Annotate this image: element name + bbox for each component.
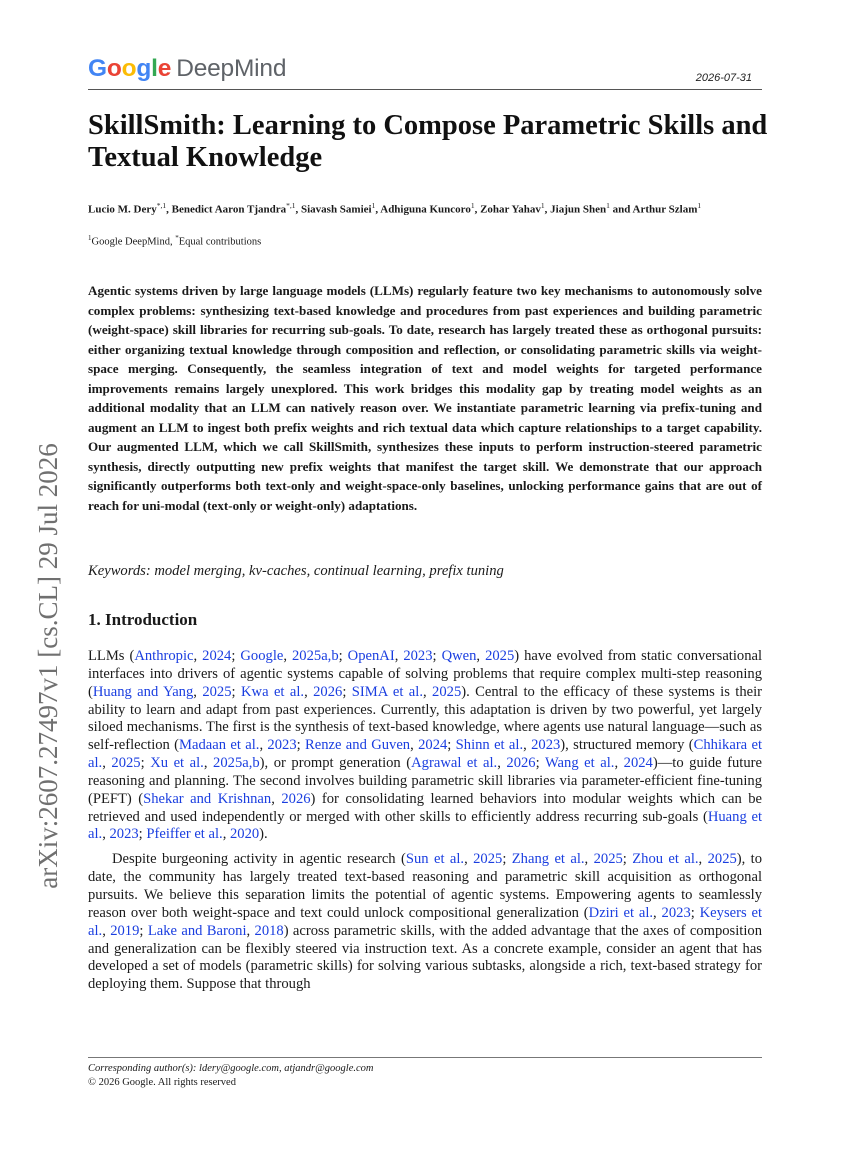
body-paragraph: LLMs (Anthropic, 2024; Google, 2025a,b; OpenAI, 2023; Qwen, 2025) have evolved from static conversational interfaces into drivers of agentic systems capable of solving problems that require complex multi-step reasoning (Huang and Yang, 2025; Kwa et al., 2026; SIMA et al., 2025). Central to the efficacy of these systems is their ability to learn and adapt from past experiences. Currently, this adaptation is driven by two powerful, yet largely siloed mechanisms. The first is the synthesis of text-based knowledge, where agents use natural language—such as self-reflection (Madaan et al., 2023; Renze and Guven, 2024; Shinn et al., 2023), structured memory (Chhikara et al., 2025; Xu et al., 2025a,b), or prompt generation (Agrawal et al., 2026; Wang et al., 2024)—to guide future reasoning and planning. The second involves building parametric skill libraries via parameter-efficient fine-tuning (PEFT) (Shekar and Krishnan, 2026) for consolidating learned behaviors into modular weights which can be retrieved and used independently or merged with other skills to efficiently address recurring sub-goals (Huang et al., 2023; Pfeiffer et al., 2020). bbox=[88, 648, 763, 843]
citation-link[interactable]: 2025 bbox=[593, 851, 623, 868]
citation-link[interactable]: Shekar and Krishnan bbox=[143, 790, 272, 807]
header-rule bbox=[88, 89, 762, 90]
citation-link[interactable]: Chhikara et al. bbox=[88, 737, 763, 772]
google-logo-letter: G bbox=[88, 55, 107, 82]
affiliation-text: Google DeepMind, bbox=[91, 236, 176, 248]
citation-link[interactable]: 2026 bbox=[313, 683, 343, 700]
citation-link[interactable]: 2023 bbox=[531, 737, 561, 754]
author-affiliation-mark: 1 bbox=[371, 201, 376, 210]
corresponding-authors: Corresponding author(s): ldery@google.com, atjandr@google.com bbox=[88, 1063, 374, 1074]
citation-link[interactable]: Sun et al. bbox=[405, 851, 465, 868]
copyright-notice: © 2026 Google. All rights reserved bbox=[88, 1077, 236, 1088]
citation-link[interactable]: 2025a,b bbox=[292, 648, 339, 664]
author-affiliation-mark: 1 bbox=[540, 201, 545, 210]
citation-link[interactable]: Zhang et al. bbox=[511, 851, 585, 868]
citation-link[interactable]: Dziri et al. bbox=[588, 904, 654, 921]
author-name: Lucio M. Dery bbox=[88, 203, 157, 216]
author-name: Arthur Szlam bbox=[632, 203, 698, 216]
citation-link[interactable]: 2023 bbox=[403, 648, 433, 664]
author-name: Adhiguna Kuncoro bbox=[380, 203, 471, 216]
citation-link[interactable]: 2023 bbox=[661, 904, 691, 921]
citation-link[interactable]: Madaan et al. bbox=[179, 737, 260, 754]
citation-link[interactable]: 2023 bbox=[267, 737, 297, 754]
citation-link[interactable]: 2023 bbox=[109, 826, 139, 843]
author-affiliation-mark: *,1 bbox=[156, 201, 167, 210]
author-affiliation-mark: 1 bbox=[470, 201, 475, 210]
citation-link[interactable]: 2024 bbox=[202, 648, 232, 664]
citation-link[interactable]: 2025a,b bbox=[213, 755, 260, 772]
author-affiliation-mark: 1 bbox=[606, 201, 610, 210]
equal-contribution-mark: * bbox=[175, 234, 179, 242]
citation-link[interactable]: 2025 bbox=[111, 755, 141, 772]
google-logo-letter: l bbox=[151, 55, 158, 82]
author-name: Benedict Aaron Tjandra bbox=[171, 203, 287, 216]
equal-contribution-text: Equal contributions bbox=[178, 236, 262, 248]
citation-link[interactable]: Renze and Guven bbox=[305, 737, 411, 754]
publication-date: 2026-07-31 bbox=[695, 72, 752, 84]
abstract: Agentic systems driven by large language models (LLMs) regularly feature two key mechanisms to autonomously solve complex problems: synthesizing text-based knowledge and procedures from past experiences and building parametric (weight-space) skill libraries for recurring sub-goals. To date, research has largely treated these as orthogonal pursuits: either organizing textual knowledge through composition and reflection, or consolidating parametric skills via weight-space merging. Consequently, the seamless integration of text and model weights for targeted performance improvements remains largely unexplored. This work bridges this modality gap by treating model weights as an additional modality that an LLM can natively reason over. We instantiate parametric learning via prefix-tuning and augment an LLM to ingest both prefix weights and rich textual data which capture relationships to a target capability. Our augmented LLM, which we call SkillSmith, synthesizes these inputs to perform instruction-steered parametric synthesis, directly outputting new prefix weights that manifest the target skill. We demonstrate that our approach significantly outperforms both text-only and weight-space-only baselines, unlocking performance gains that are out of reach for uni-modal (text-only or weight-only) adaptations. bbox=[88, 283, 762, 514]
citation-link[interactable]: 2018 bbox=[254, 922, 284, 939]
paper-title: SkillSmith: Learning to Compose Parametric Skills and Textual Knowledge bbox=[88, 110, 768, 173]
google-logo-letter: g bbox=[136, 55, 152, 82]
google-logo-letter: e bbox=[157, 55, 172, 82]
citation-link[interactable]: 2024 bbox=[418, 737, 448, 754]
citation-link[interactable]: Wang et al. bbox=[544, 755, 615, 772]
author-name: Jiajun Shen bbox=[550, 203, 607, 216]
author-affiliation-mark: *,1 bbox=[286, 201, 296, 210]
author-name: Siavash Samiei bbox=[300, 203, 372, 216]
citation-link[interactable]: Shinn et al. bbox=[455, 737, 524, 754]
google-logo-letter: o bbox=[121, 55, 137, 82]
citation-link[interactable]: 2025 bbox=[432, 683, 462, 700]
citation-link[interactable]: Agrawal et al. bbox=[411, 755, 498, 772]
author-list: Lucio M. Dery$^{*,1}$, Benedict Aaron Tjandra$^{*,1}$, Siavash Samiei$^1$, Adhiguna Kuncoro$^1$, Zohar Yahav$^1$, Jiajun Shen$^1$ and Arthur Szlam$^1$ bbox=[88, 201, 702, 216]
citation-link[interactable]: 2020 bbox=[229, 826, 260, 843]
citation-link[interactable]: OpenAI bbox=[347, 648, 395, 664]
citation-link[interactable]: Anthropic bbox=[134, 648, 194, 664]
citation-link[interactable]: Qwen bbox=[441, 648, 477, 664]
keywords: Keywords: model merging, kv-caches, continual learning, prefix tuning bbox=[88, 563, 504, 579]
citation-link[interactable]: Google bbox=[240, 648, 284, 664]
citation-link[interactable]: 2024 bbox=[623, 755, 653, 772]
citation-link[interactable]: Lake and Baroni bbox=[147, 922, 247, 939]
citation-link[interactable]: Keysers et al. bbox=[88, 904, 763, 939]
citation-link[interactable]: 2026 bbox=[506, 755, 536, 772]
citation-link[interactable]: Huang and Yang bbox=[92, 683, 194, 700]
affiliations bbox=[88, 234, 261, 248]
citation-link[interactable]: 2025 bbox=[202, 683, 232, 700]
citation-link[interactable]: SIMA et al. bbox=[351, 683, 423, 700]
google-wordmark bbox=[88, 55, 171, 82]
citation-link[interactable]: 2025 bbox=[485, 648, 515, 664]
citation-link[interactable]: Xu et al. bbox=[150, 755, 204, 772]
google-deepmind-logo bbox=[88, 55, 286, 83]
footer-rule bbox=[88, 1057, 762, 1058]
introduction-body bbox=[88, 648, 762, 994]
section-heading-introduction: 1. Introduction bbox=[88, 610, 198, 629]
citation-link[interactable]: Kwa et al. bbox=[240, 683, 305, 700]
citation-link[interactable]: 2019 bbox=[110, 922, 140, 939]
google-logo-letter: o bbox=[106, 55, 122, 82]
citation-link[interactable]: Huang et al. bbox=[88, 808, 762, 843]
citation-link[interactable]: Pfeiffer et al. bbox=[146, 826, 223, 843]
affiliation-mark: 1 bbox=[88, 234, 92, 242]
citation-link[interactable]: 2025 bbox=[473, 851, 503, 868]
arxiv-stamp: arXiv:2607.27497v1 [cs.CL] 29 Jul 2026 bbox=[33, 443, 63, 889]
citation-link[interactable]: 2025 bbox=[707, 851, 737, 868]
citation-link[interactable]: 2026 bbox=[281, 790, 311, 807]
body-paragraph: Despite burgeoning activity in agentic research (Sun et al., 2025; Zhang et al., 2025; Zhou et al., 2025), to date, the community has largely treated text-based reasoning and parametric skill acquisition as orthogonal pursuits. We believe this separation limits the potential of agentic systems. Empowering agents to seamlessly reason over both weight-space and text could unlock compositional generalization (Dziri et al., 2023; Keysers et al., 2019; Lake and Baroni, 2018) across parametric skills, with the added advantage that the axes of composition and generalization can be flexibly steered via instruction text. As a concrete example, consider an agent that has developed a set of models (parametric skills) for solving various subtasks, alongside a rich, text-based strategy for deploying them. Suppose that through bbox=[88, 851, 763, 993]
author-affiliation-mark: 1 bbox=[697, 201, 702, 210]
citation-link[interactable]: Zhou et al. bbox=[632, 851, 699, 868]
deepmind-wordmark: DeepMind bbox=[176, 55, 287, 82]
author-name: Zohar Yahav bbox=[480, 203, 541, 216]
